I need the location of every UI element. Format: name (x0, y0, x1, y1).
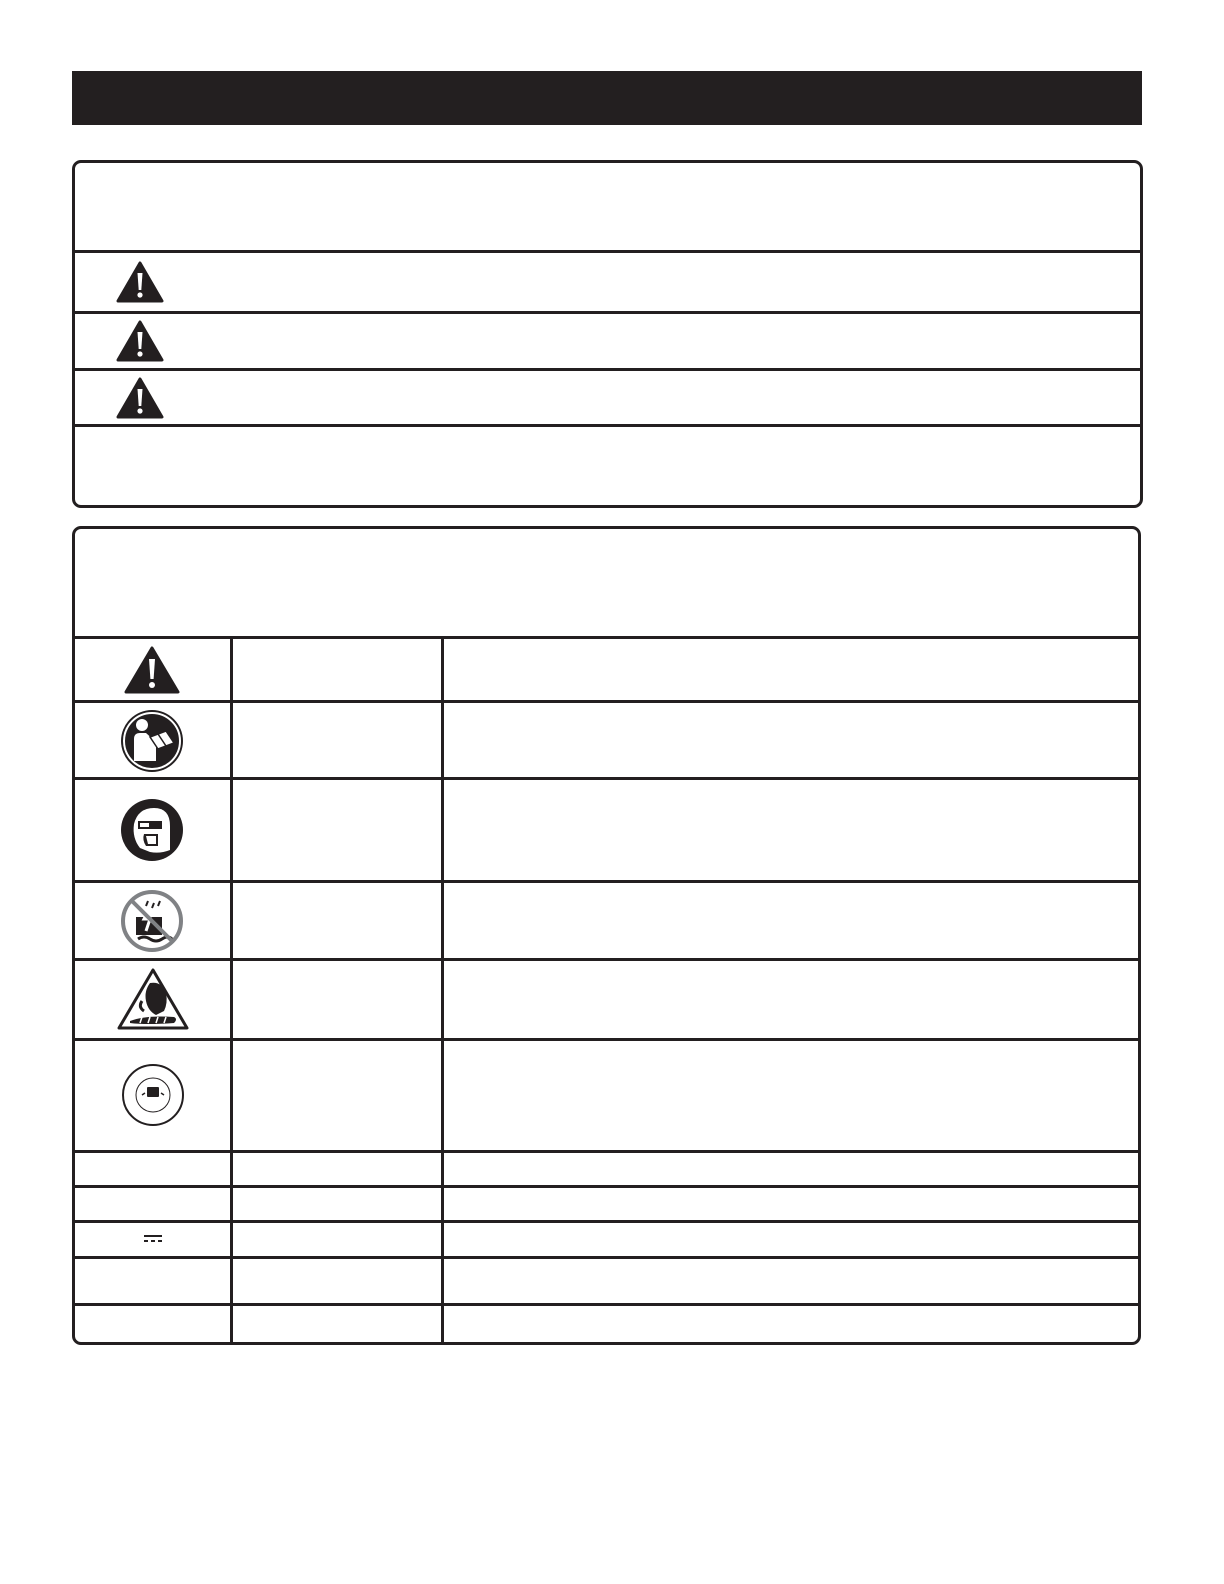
table-row (75, 1223, 1138, 1256)
section-title-bar (72, 71, 1142, 125)
table-row (75, 1153, 1138, 1185)
table-row (75, 1041, 1138, 1150)
eye-and-respiratory-protection-icon (120, 798, 184, 862)
hazard-row-warning (75, 314, 1140, 368)
warning-triangle-icon (116, 261, 164, 303)
divider (75, 424, 1140, 427)
table-row (75, 1188, 1138, 1220)
warning-triangle-icon (124, 646, 180, 694)
table-row (75, 883, 1138, 958)
hazard-levels-panel (72, 160, 1143, 508)
symbols-table (72, 526, 1141, 1345)
do-not-expose-to-rain-icon (120, 889, 184, 953)
direct-current-icon (143, 1234, 163, 1244)
hazard-row-caution (75, 371, 1140, 424)
rbrc-recycle-seal-icon (121, 1063, 185, 1127)
warning-triangle-icon (116, 320, 164, 362)
warning-triangle-icon (116, 377, 164, 419)
table-row (75, 1259, 1138, 1303)
table-row (75, 1306, 1138, 1342)
table-row (75, 780, 1138, 880)
hazard-row-danger (75, 253, 1140, 311)
table-row (75, 703, 1138, 777)
kickback-hazard-icon (116, 967, 190, 1031)
read-manual-icon (120, 709, 184, 773)
table-row (75, 639, 1138, 700)
table-row (75, 961, 1138, 1038)
